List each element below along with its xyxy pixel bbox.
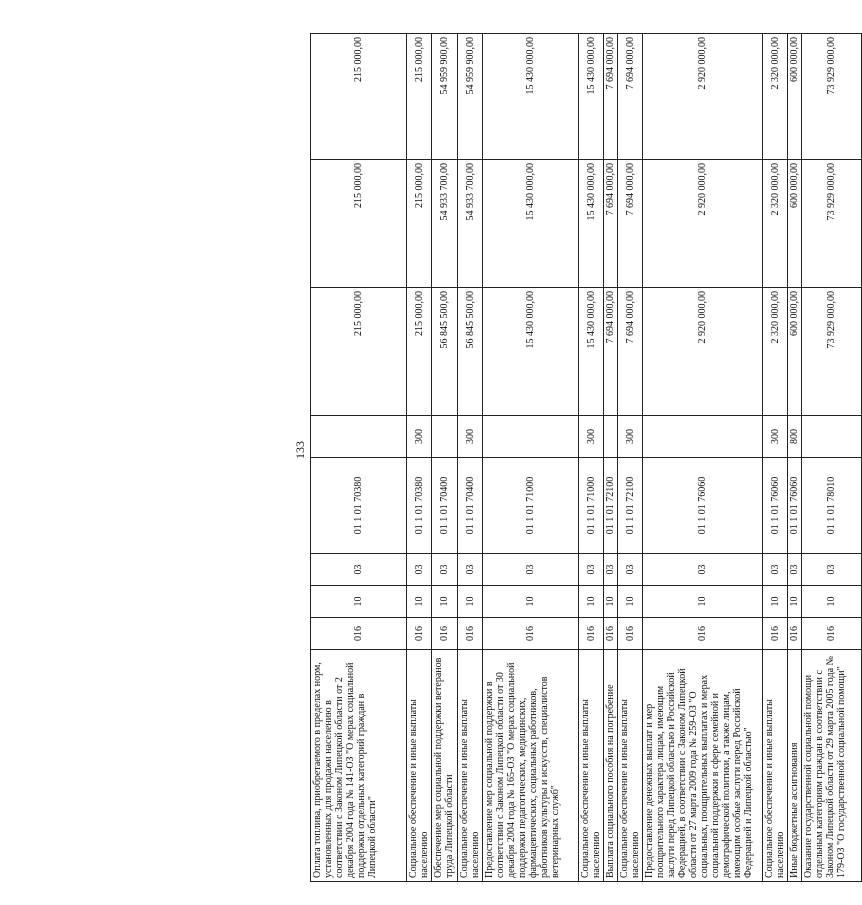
value-year1-cell: 15 430 000,00 [579,288,604,416]
vr-cell: 300 [618,416,643,458]
value-year3-cell: 215 000,00 [311,34,407,160]
table-row [432,34,458,882]
grbs-cell: 016 [763,618,788,650]
table-row [407,34,432,882]
vr-cell [604,416,618,458]
row-name: Выплата социального пособия на погребение [604,650,618,882]
podrazdel-cell: 03 [618,554,643,586]
razdel-cell: 10 [604,586,618,618]
podrazdel-cell: 03 [311,554,407,586]
table-row [579,34,604,882]
row-name: Социальное обеспечение и иные выплаты населению [763,650,788,882]
podrazdel-cell: 03 [643,554,763,586]
value-year2-cell: 15 430 000,00 [483,160,579,288]
value-year3-cell: 54 959 900,00 [458,34,483,160]
value-year2-cell: 7 694 000,00 [604,160,618,288]
value-year2-cell: 215 000,00 [311,160,407,288]
row-name: Предоставление денежных выплат и мер поощрительного характера лицам, имеющим заслуги перед Липецкой областью и Российской Федерацией, в соответствии с Законом Липецкой области от 27 марта 2009 года № 259-ОЗ "О социальных, поощрительных выплатах и мерах социальной поддержки в сфере семейной и демографической политики, а также лицам, имеющим особые заслуги перед Российской Федерацией и Липецкой областью" [643,650,763,882]
value-year3-cell: 2 920 000,00 [643,34,763,160]
table-row [311,34,407,882]
vr-cell [643,416,763,458]
podrazdel-cell: 03 [432,554,458,586]
vr-cell [432,416,458,458]
row-name: Социальное обеспечение и иные выплаты населению [618,650,643,882]
csr-cell: 01 1 01 72100 [618,458,643,554]
podrazdel-cell: 03 [579,554,604,586]
table-row [458,34,483,882]
razdel-cell: 10 [618,586,643,618]
podrazdel-cell: 03 [788,554,802,586]
vr-cell: 300 [458,416,483,458]
value-year3-cell: 15 430 000,00 [579,34,604,160]
row-name: Обеспечение мер социальной поддержки ветеранов труда Липецкой области [432,650,458,882]
value-year2-cell: 215 000,00 [407,160,432,288]
value-year1-cell: 73 929 000,00 [802,288,862,416]
value-year3-cell: 15 430 000,00 [483,34,579,160]
csr-cell: 01 1 01 71000 [483,458,579,554]
table-row [802,34,862,882]
table-row [763,34,788,882]
page-number: 133 [293,441,307,459]
value-year2-cell: 54 933 700,00 [432,160,458,288]
value-year1-cell: 215 000,00 [311,288,407,416]
row-name: Оказание государственной социальной помощи отдельным категориям граждан в соответствии с Законом Липецкой области от 29 марта 2005 года № 179-ОЗ "О государственной социальной помощи" [802,650,862,882]
csr-cell: 01 1 01 72100 [604,458,618,554]
razdel-cell: 10 [643,586,763,618]
table-row [604,34,618,882]
value-year1-cell: 56 845 500,00 [432,288,458,416]
grbs-cell: 016 [604,618,618,650]
csr-cell: 01 1 01 70400 [458,458,483,554]
table-row [643,34,763,882]
razdel-cell: 10 [763,586,788,618]
vr-cell [802,416,862,458]
csr-cell: 01 1 01 76060 [788,458,802,554]
budget-table [310,33,862,882]
value-year2-cell: 15 430 000,00 [579,160,604,288]
value-year1-cell: 15 430 000,00 [483,288,579,416]
value-year1-cell: 2 920 000,00 [643,288,763,416]
row-name: Иные бюджетные ассигнования [788,650,802,882]
grbs-cell: 016 [458,618,483,650]
value-year2-cell: 600 000,00 [788,160,802,288]
podrazdel-cell: 03 [407,554,432,586]
row-name: Предоставление мер социальной поддержки в соответствии с Законом Липецкой области от 30 декабря 2004 года № 165-ОЗ "О мерах социальной поддержки педагогических, медицинских, фармацевтических, социальных работников, работников культуры и искусств, специалистов ветеринарных служб" [483,650,579,882]
value-year1-cell: 56 845 500,00 [458,288,483,416]
value-year1-cell: 2 320 000,00 [763,288,788,416]
csr-cell: 01 1 01 70380 [311,458,407,554]
value-year1-cell: 7 694 000,00 [604,288,618,416]
grbs-cell: 016 [432,618,458,650]
value-year2-cell: 73 929 000,00 [802,160,862,288]
csr-cell: 01 1 01 71000 [579,458,604,554]
podrazdel-cell: 03 [458,554,483,586]
razdel-cell: 10 [579,586,604,618]
rotated-table-container [310,34,847,882]
row-name: Социальное обеспечение и иные выплаты населению [458,650,483,882]
value-year2-cell: 7 694 000,00 [618,160,643,288]
podrazdel-cell: 03 [763,554,788,586]
grbs-cell: 016 [643,618,763,650]
table-row [618,34,643,882]
csr-cell: 01 1 01 70380 [407,458,432,554]
csr-cell: 01 1 01 78010 [802,458,862,554]
table-body [311,34,862,882]
value-year2-cell: 2 920 000,00 [643,160,763,288]
razdel-cell: 10 [458,586,483,618]
grbs-cell: 016 [483,618,579,650]
value-year2-cell: 54 933 700,00 [458,160,483,288]
grbs-cell: 016 [618,618,643,650]
row-name: Социальное обеспечение и иные выплаты населению [579,650,604,882]
razdel-cell: 10 [483,586,579,618]
vr-cell: 300 [579,416,604,458]
value-year3-cell: 215 000,00 [407,34,432,160]
csr-cell: 01 1 01 76060 [763,458,788,554]
value-year3-cell: 600 000,00 [788,34,802,160]
razdel-cell: 10 [432,586,458,618]
vr-cell [311,416,407,458]
grbs-cell: 016 [407,618,432,650]
value-year3-cell: 7 694 000,00 [618,34,643,160]
table-row [483,34,579,882]
value-year1-cell: 600 000,00 [788,288,802,416]
podrazdel-cell: 03 [483,554,579,586]
value-year1-cell: 7 694 000,00 [618,288,643,416]
razdel-cell: 10 [407,586,432,618]
razdel-cell: 10 [788,586,802,618]
value-year3-cell: 2 320 000,00 [763,34,788,160]
razdel-cell: 10 [802,586,862,618]
value-year3-cell: 73 929 000,00 [802,34,862,160]
value-year3-cell: 7 694 000,00 [604,34,618,160]
csr-cell: 01 1 01 70400 [432,458,458,554]
grbs-cell: 016 [311,618,407,650]
row-name: Оплата топлива, приобретаемого в пределах норм, установленных для продажи населению в соответствии с Законом Липецкой области от 2 декабря 2004 года № 141-ОЗ "О мерах социальной поддержки отдельных категорий граждан в Липецкой области" [311,650,407,882]
value-year2-cell: 2 320 000,00 [763,160,788,288]
vr-cell: 800 [788,416,802,458]
row-name: Социальное обеспечение и иные выплаты населению [407,650,432,882]
vr-cell: 300 [407,416,432,458]
csr-cell: 01 1 01 76060 [643,458,763,554]
vr-cell: 300 [763,416,788,458]
podrazdel-cell: 03 [604,554,618,586]
razdel-cell: 10 [311,586,407,618]
value-year3-cell: 54 959 900,00 [432,34,458,160]
value-year1-cell: 215 000,00 [407,288,432,416]
table-row [788,34,802,882]
vr-cell [483,416,579,458]
podrazdel-cell: 03 [802,554,862,586]
grbs-cell: 016 [579,618,604,650]
grbs-cell: 016 [802,618,862,650]
grbs-cell: 016 [788,618,802,650]
